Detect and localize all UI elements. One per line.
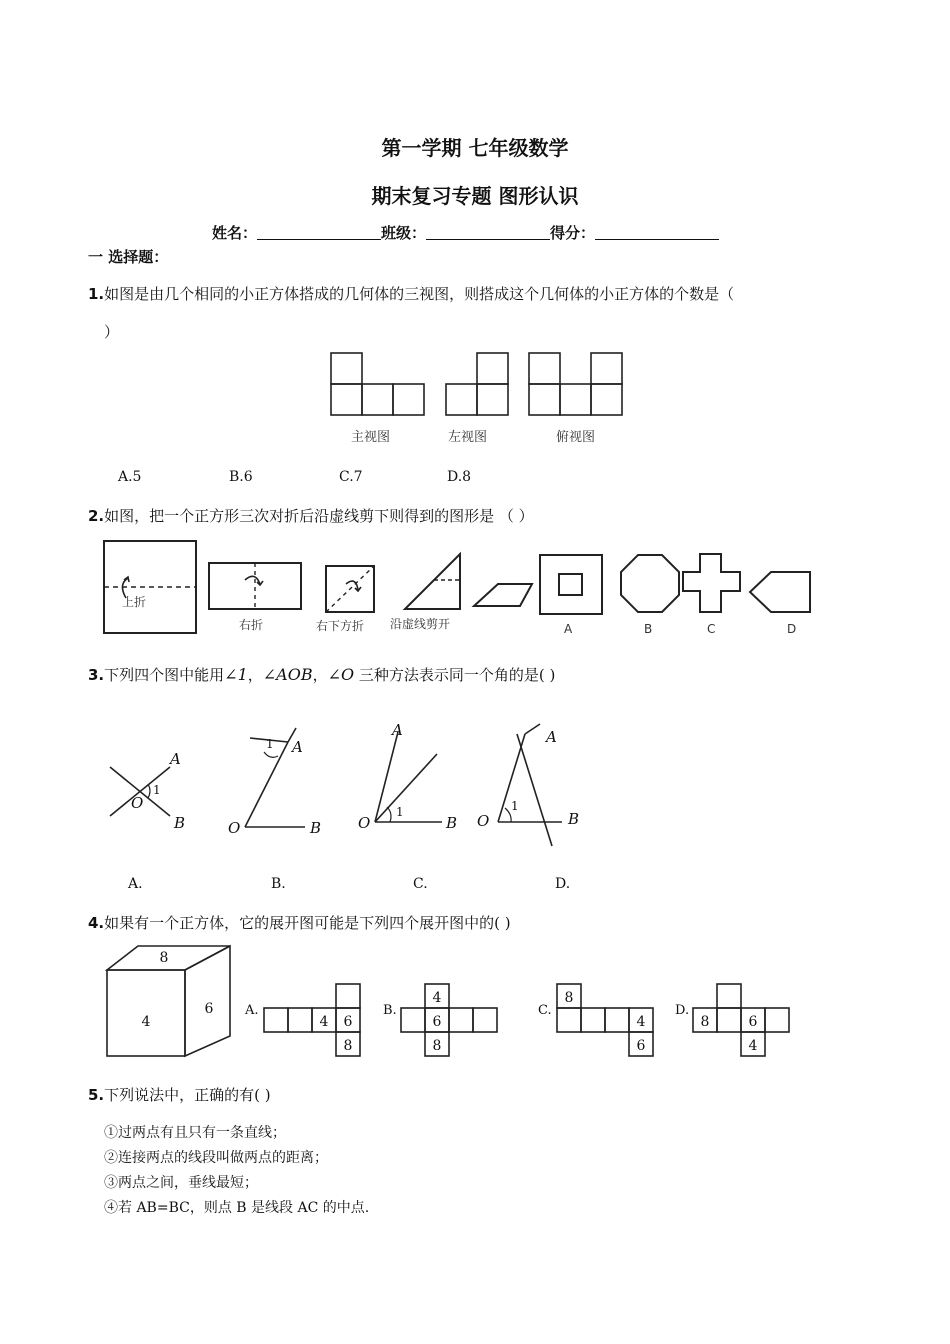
svg-text:8: 8 (343, 1038, 353, 1054)
question-1-close: ） (104, 323, 120, 341)
question-text: 如果有一个正方体，它的展开图可能是下列四个展开图中的( ) (104, 914, 511, 932)
svg-text:A: A (392, 721, 403, 739)
angle-figures (100, 712, 600, 852)
q3-option-d[interactable]: D. (555, 876, 571, 892)
svg-text:8: 8 (700, 1014, 710, 1030)
svg-text:A: A (170, 750, 181, 768)
svg-text:B: B (568, 810, 580, 828)
question-number: 2. (88, 507, 105, 525)
question-3: 3.下列四个图中能用∠1，∠AOB，∠O 三种方法表示同一个角的是( ) (88, 665, 556, 684)
cube-front-face: 4 (141, 1014, 151, 1030)
angle-1-notation: ∠1 (224, 665, 248, 684)
q3-option-a[interactable]: A. (128, 876, 143, 892)
fold-up-caption: 上折 (122, 595, 147, 609)
svg-text:8: 8 (432, 1038, 442, 1054)
question-4 (88, 912, 511, 933)
q1-option-a[interactable]: A.5 (118, 469, 142, 485)
cube-right-face: 6 (204, 1001, 214, 1017)
cube-top-face: 8 (159, 950, 169, 966)
question-text: 下列说法中，正确的有( ) (104, 1086, 271, 1104)
angle-o-notation: ∠O (327, 665, 355, 684)
net-c-label[interactable]: C. (538, 1003, 552, 1018)
svg-text:6: 6 (432, 1014, 442, 1030)
question-2 (88, 505, 534, 526)
score-blank[interactable] (595, 225, 719, 240)
question-number: 4. (88, 914, 105, 932)
page-subtitle: 期末复习专题 图形认识 (371, 184, 579, 208)
svg-text:6: 6 (636, 1038, 646, 1054)
svg-text:1: 1 (511, 799, 519, 813)
net-a-label[interactable]: A. (245, 1003, 259, 1018)
folding-figure (100, 536, 815, 641)
q1-option-b[interactable]: B.6 (229, 469, 253, 485)
svg-text:O: O (358, 814, 371, 832)
svg-text:O: O (131, 794, 144, 812)
student-info-row (212, 222, 719, 243)
svg-text:8: 8 (564, 990, 574, 1006)
choice-d-label[interactable]: D (787, 622, 797, 636)
question-number: 5. (88, 1086, 105, 1104)
choice-c-label[interactable]: C (707, 622, 716, 636)
statement-1: ①过两点有且只有一条直线； (104, 1125, 286, 1141)
class-blank[interactable] (426, 225, 550, 240)
statement-4: ④若 AB=BC，则点 B 是线段 AC 的中点. (104, 1200, 370, 1216)
front-view-label: 主视图 (351, 430, 391, 445)
name-label: 姓名： (212, 224, 258, 242)
question-5 (88, 1084, 271, 1105)
statement-3: ③两点之间，垂线最短； (104, 1175, 258, 1191)
question-1 (88, 283, 734, 304)
q1-option-d[interactable]: D.8 (447, 469, 472, 485)
cut-along-caption: 沿虚线剪开 (390, 617, 451, 631)
three-views-figure (320, 345, 630, 450)
name-blank[interactable] (257, 225, 381, 240)
fold-right-caption: 右折 (239, 618, 264, 632)
svg-text:4: 4 (636, 1014, 646, 1030)
question-number: 3. (88, 666, 105, 684)
svg-text:B: B (446, 814, 458, 832)
svg-text:4: 4 (748, 1038, 758, 1054)
fold-lower-right-caption: 右下方折 (316, 619, 365, 633)
net-b-label[interactable]: B. (383, 1003, 397, 1018)
svg-text:A: A (292, 738, 303, 756)
svg-text:B: B (174, 814, 186, 832)
svg-text:6: 6 (748, 1014, 758, 1030)
cube-nets-figure (100, 940, 800, 1065)
svg-text:A: A (546, 728, 557, 746)
section-heading: 一 选择题： (88, 248, 169, 266)
question-number: 1. (88, 285, 105, 303)
net-d-label[interactable]: D. (675, 1003, 690, 1018)
score-label: 得分： (550, 224, 596, 242)
svg-text:O: O (228, 819, 241, 837)
svg-text:4: 4 (432, 990, 442, 1006)
svg-text:B: B (310, 819, 322, 837)
left-view-label: 左视图 (448, 430, 488, 445)
svg-text:1: 1 (153, 783, 161, 797)
angle-aob-notation: ∠AOB (262, 665, 313, 684)
q3-option-c[interactable]: C. (413, 876, 428, 892)
q3-option-b[interactable]: B. (271, 876, 286, 892)
svg-text:1: 1 (266, 737, 274, 751)
statement-2: ②连接两点的线段叫做两点的距离； (104, 1150, 328, 1166)
svg-text:O: O (477, 812, 490, 830)
page-title: 第一学期 七年级数学 (381, 136, 569, 160)
q1-option-c[interactable]: C.7 (339, 469, 363, 485)
question-text-post: 三种方法表示同一个角的是( ) (354, 666, 556, 684)
top-view-label: 俯视图 (556, 430, 596, 445)
question-text: 如图，把一个正方形三次对折后沿虚线剪下则得到的图形是 （ ） (104, 507, 534, 525)
choice-a-label[interactable]: A (564, 622, 573, 636)
question-text: 如图是由几个相同的小正方体搭成的几何体的三视图，则搭成这个几何体的小正方体的个数是（ (104, 285, 735, 303)
svg-text:4: 4 (319, 1014, 329, 1030)
class-label: 班级： (381, 224, 427, 242)
svg-text:6: 6 (343, 1014, 353, 1030)
question-text-pre: 下列四个图中能用 (104, 666, 225, 684)
svg-text:1: 1 (396, 805, 404, 819)
choice-b-label[interactable]: B (644, 622, 653, 636)
